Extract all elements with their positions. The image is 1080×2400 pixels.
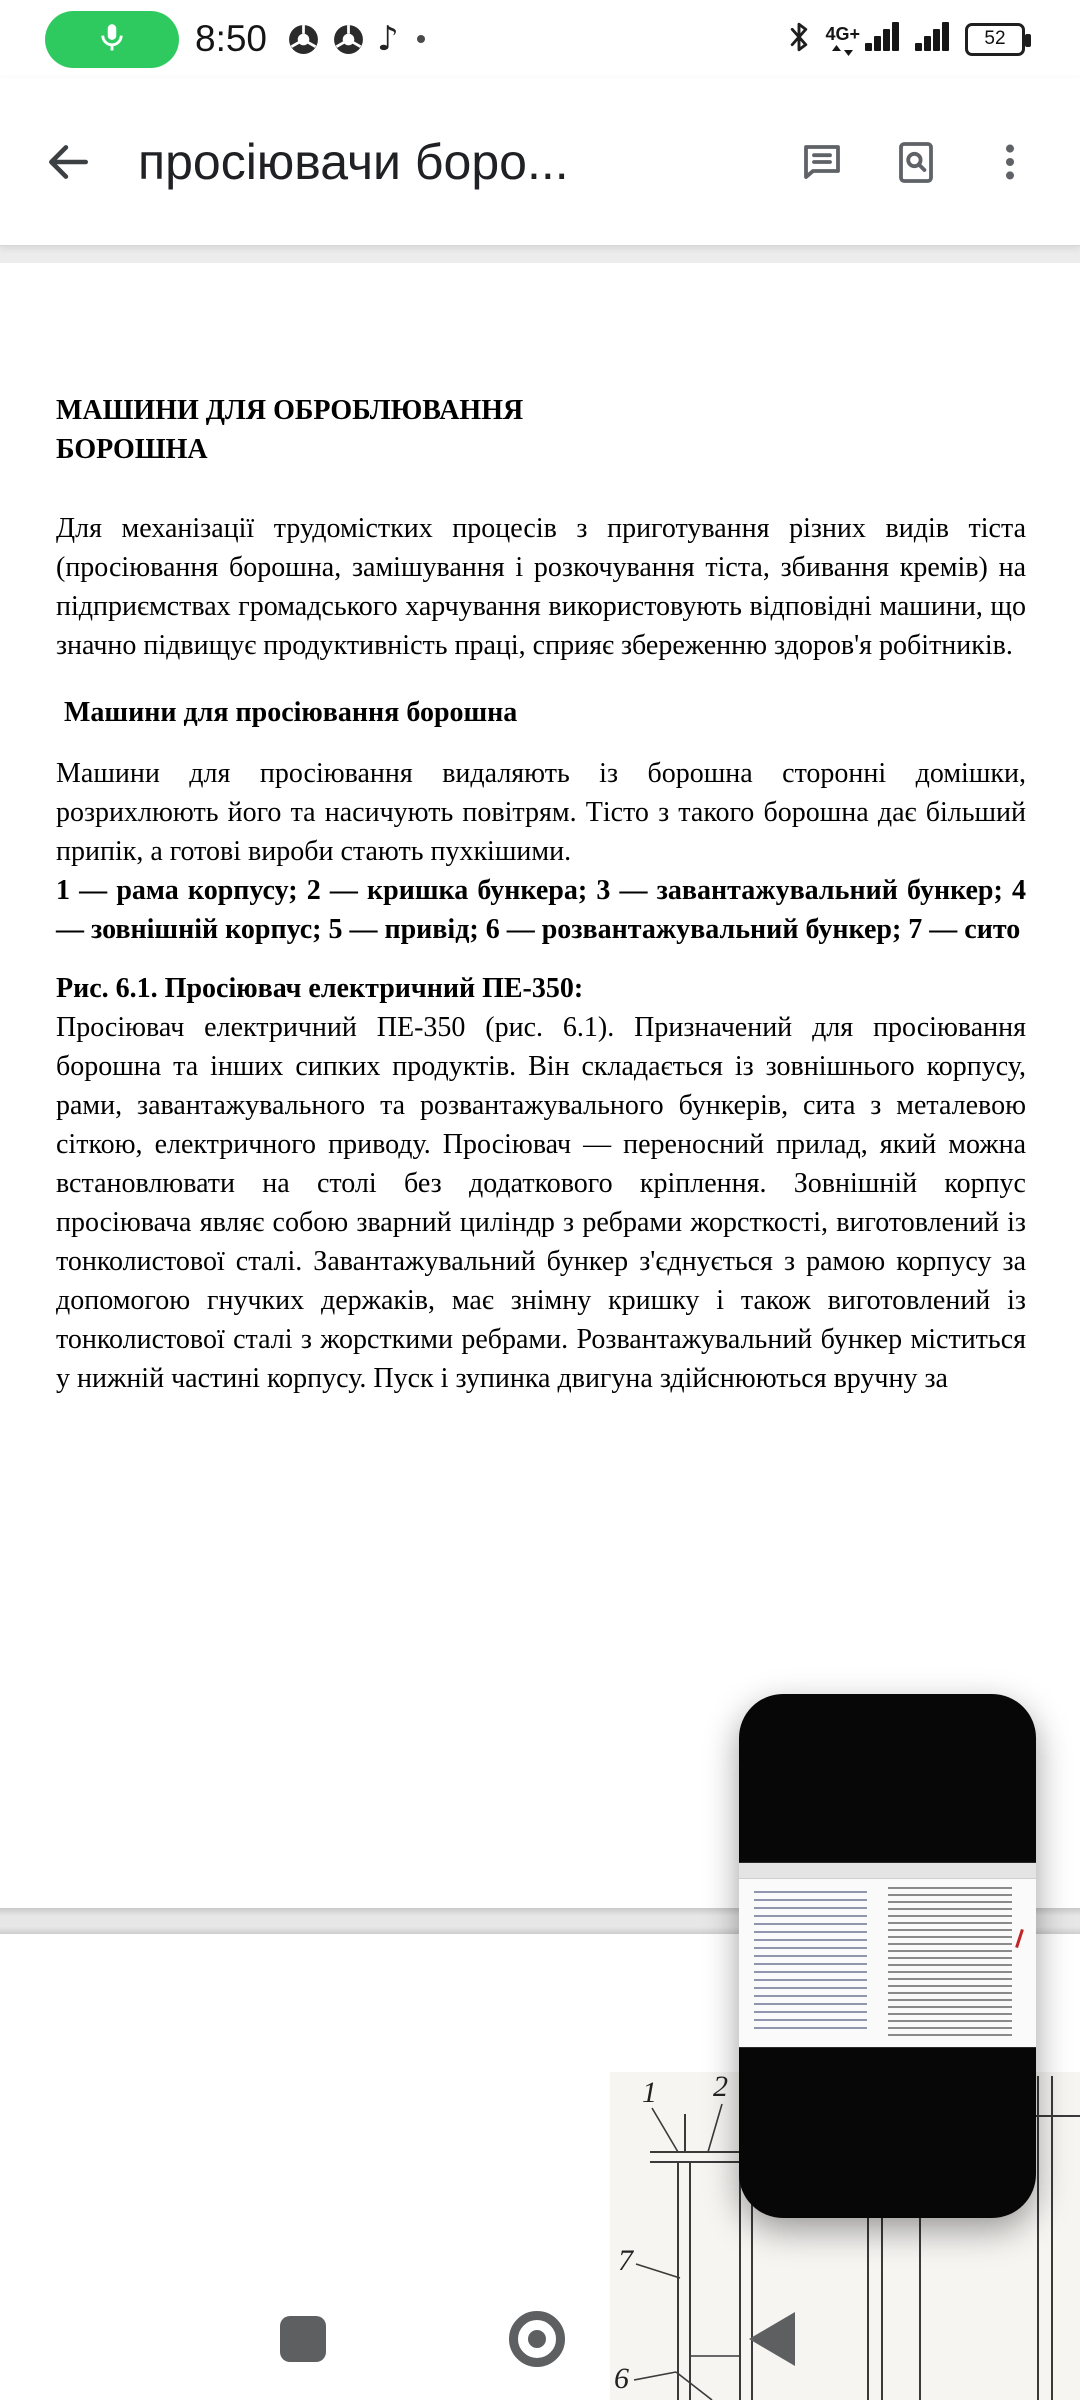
pip-screenshot-preview <box>739 1862 1036 2048</box>
bluetooth-icon <box>787 20 811 59</box>
pip-mini-toolbar <box>739 1863 1036 1879</box>
battery-icon <box>965 23 1025 56</box>
figure-caption: Рис. 6.1. Просіювач електричний ПЕ-350: <box>56 973 584 1004</box>
pip-red-annotation <box>1015 1929 1024 1948</box>
tiktok-icon: ♪ <box>377 19 399 59</box>
paragraph-sifting: Машини для просіювання видаляють із борошна сторонні домішки, розрихлюють його та насичують повітрям. Тісто з такого борошна дає більший припік, а готові вироби стають пухкішими. <box>56 758 1026 867</box>
find-in-page-icon <box>892 138 940 186</box>
chrome-icon <box>287 23 320 56</box>
comments-button[interactable] <box>790 130 854 194</box>
back-nav-button[interactable] <box>749 2312 795 2366</box>
heading-line-1: МАШИНИ ДЛЯ ОБРОБЛЮВАННЯ <box>56 395 524 426</box>
mic-privacy-indicator <box>45 11 179 68</box>
more-options-button[interactable] <box>978 130 1042 194</box>
heading-line-2: БОРОШНА <box>56 434 208 465</box>
notification-dot <box>417 35 425 43</box>
home-button[interactable] <box>509 2311 565 2367</box>
figure-callout-6: 6 <box>614 2362 629 2395</box>
pip-window[interactable] <box>739 1694 1036 2218</box>
document-heading <box>56 391 1026 469</box>
figure-callout-7: 7 <box>618 2244 633 2277</box>
find-in-page-button[interactable] <box>884 130 948 194</box>
battery-level: 52 <box>984 28 1006 49</box>
app-bar <box>0 78 1080 245</box>
navigation-bar <box>0 2280 1080 2400</box>
microphone-icon <box>95 20 129 59</box>
section-subheading: Машини для просіювання борошна <box>64 697 518 728</box>
paragraph-intro: Для механізації трудомістких процесів з приготування різних видів тіста (просіювання борошна, замішування і розкочування тіста, збивання кремів) на підприємствах громадського харчування використовують відповідні машини, що значно підвищує продуктивність праці, сприяє збереженню здоров'я робітників. <box>56 513 1026 661</box>
mobile-network-indicator <box>825 22 901 56</box>
data-activity-arrows <box>832 45 853 56</box>
document-text <box>56 391 1026 1398</box>
viewer-background-gap <box>0 245 1080 263</box>
signal-bars-icon <box>865 22 901 56</box>
document-title: просіювачи боро... <box>138 133 569 190</box>
figure-callout-2: 2 <box>713 2070 728 2103</box>
back-button[interactable] <box>36 130 100 194</box>
figure-callout-1: 1 <box>642 2076 657 2109</box>
comment-icon <box>798 138 846 186</box>
overflow-menu-icon <box>987 139 1033 185</box>
recents-button[interactable] <box>280 2316 326 2362</box>
status-bar <box>0 0 1080 78</box>
status-time: 8:50 <box>195 18 268 59</box>
paragraph-pe350: Просіювач електричний ПЕ-350 (рис. 6.1). Призначений для просіювання борошна та інших сипких продуктів. Він складається із зовнішнього корпусу, рами, завантажувального та розвантажувального бункерів, сита з металевою сіткою, електричного приводу. Просіювач — переносний прилад, який можна встановлювати на столі без додаткового кріплення. Зовнішній корпус просіювача являє собою зварний циліндр з ребрами жорсткості, виготовлений із тонколистової сталі. Завантажувальний бункер з'єднується з рамою корпусу за допомогою гнучких держаків, має знімну кришку і також виготовлений із тонколистової сталі з жорсткими ребрами. Розвантажувальний бункер міститься у нижній частині корпусу. Пуск і зупинка двигуна здійснюються вручну за <box>56 1012 1026 1394</box>
arrow-back-icon <box>43 137 93 187</box>
home-button-dot <box>528 2330 546 2348</box>
figure-parts-list: 1 — рама корпусу; 2 — кришка бункера; 3 — завантажувальний бункер; 4 — зовнішній корпус; 5 — привід; 6 — розвантажувальний бункер; 7 — сито <box>56 875 1026 945</box>
pip-text-column-left <box>754 1891 867 2031</box>
chrome-icon-2 <box>332 23 365 56</box>
signal-bars-icon-2 <box>915 22 951 56</box>
pip-text-column-right <box>888 1887 1013 2037</box>
network-type-label: 4G+ <box>825 24 860 44</box>
